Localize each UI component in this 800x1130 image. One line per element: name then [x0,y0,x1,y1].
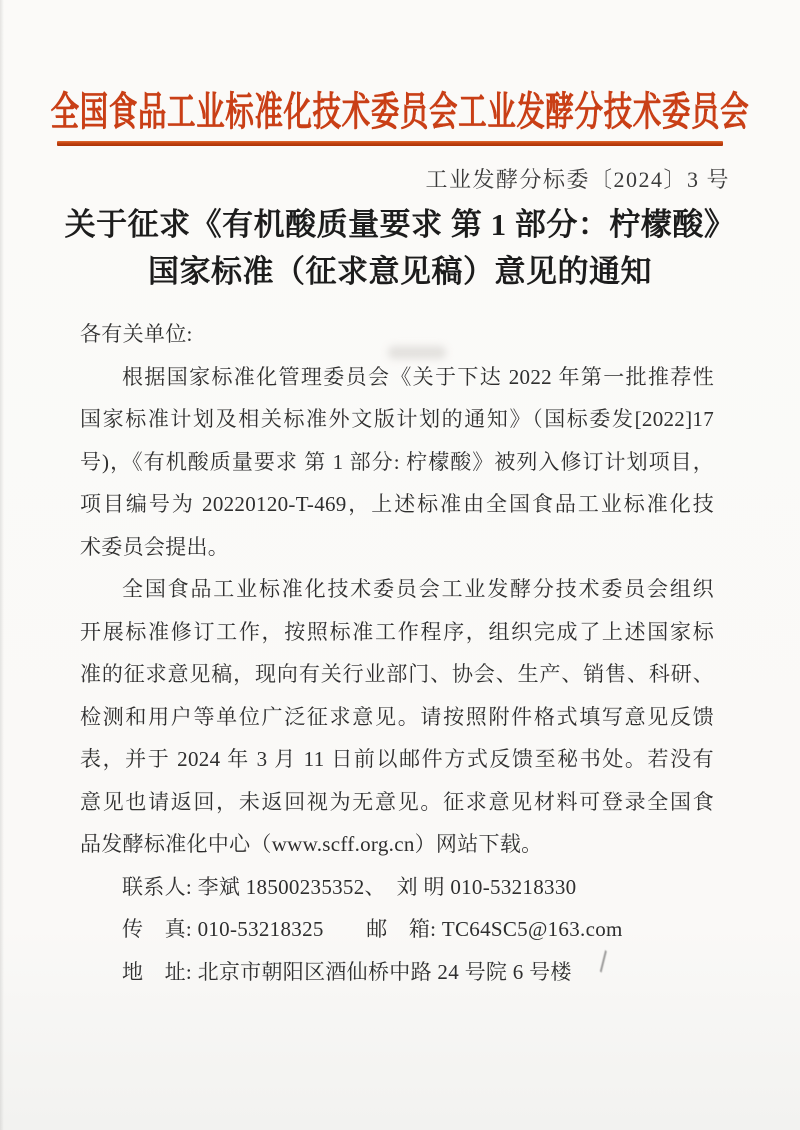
body-line: 表，并于 2024 年 3 月 11 日前以邮件方式反馈至秘书处。若没有 [80,747,714,771]
body-line: 术委员会提出。 [80,534,230,559]
body-line: 根据国家标准化管理委员会《关于下达 2022 年第一批推荐性 [122,364,714,389]
red-divider-line [57,141,723,146]
body-line: 准的征求意见稿，现向有关行业部门、协会、生产、销售、科研、 [80,662,714,686]
body-line: 意见也请返回，未返回视为无意见。征求意见材料可登录全国食 [80,789,714,814]
notice-title-line2: 国家标准（征求意见稿）意见的通知 [148,254,652,289]
notice-title-line1: 关于征求《有机酸质量要求 第 1 部分：柠檬酸》 [64,207,736,242]
notice-body [80,313,714,993]
doc-number: 工业发酵分标委〔2024〕3 号 [425,167,730,192]
scan-smudge [388,346,446,359]
letterhead-committee-name: 全国食品工业标准化技术委员会工业发酵分技术委员会 [50,89,750,134]
body-line: 检测和用户等单位广泛征求意见。请按照附件格式填写意见反馈 [80,704,714,729]
body-line-address: 地 址: 北京市朝阳区酒仙桥中路 24 号院 6 号楼 [122,959,572,984]
notice-title [0,201,800,295]
body-line-fax-email: 传 真: 010-53218325 邮 箱: TC64SC5@163.com [122,917,623,941]
body-line: 号)，《有机酸质量要求 第 1 部分: 柠檬酸》被列入修订计划项目， [80,449,714,474]
body-line: 国家标准计划及相关标准外文版计划的通知》（国标委发[2022]17 [80,407,714,431]
body-line: 项目编号为 20220120-T-469，上述标准由全国食品工业标准化技 [80,492,714,516]
body-line-salutation: 各有关单位: [80,322,193,346]
body-line: 品发酵标准化中心（www.scff.org.cn）网站下载。 [80,832,543,856]
letterhead [0,80,800,137]
body-line: 开展标准修订工作，按照标准工作程序，组织完成了上述国家标 [80,619,714,644]
body-line: 全国食品工业标准化技术委员会工业发酵分技术委员会组织 [122,577,714,601]
body-line-contact: 联系人: 李斌 18500235352、 刘 明 010-53218330 [122,874,577,899]
